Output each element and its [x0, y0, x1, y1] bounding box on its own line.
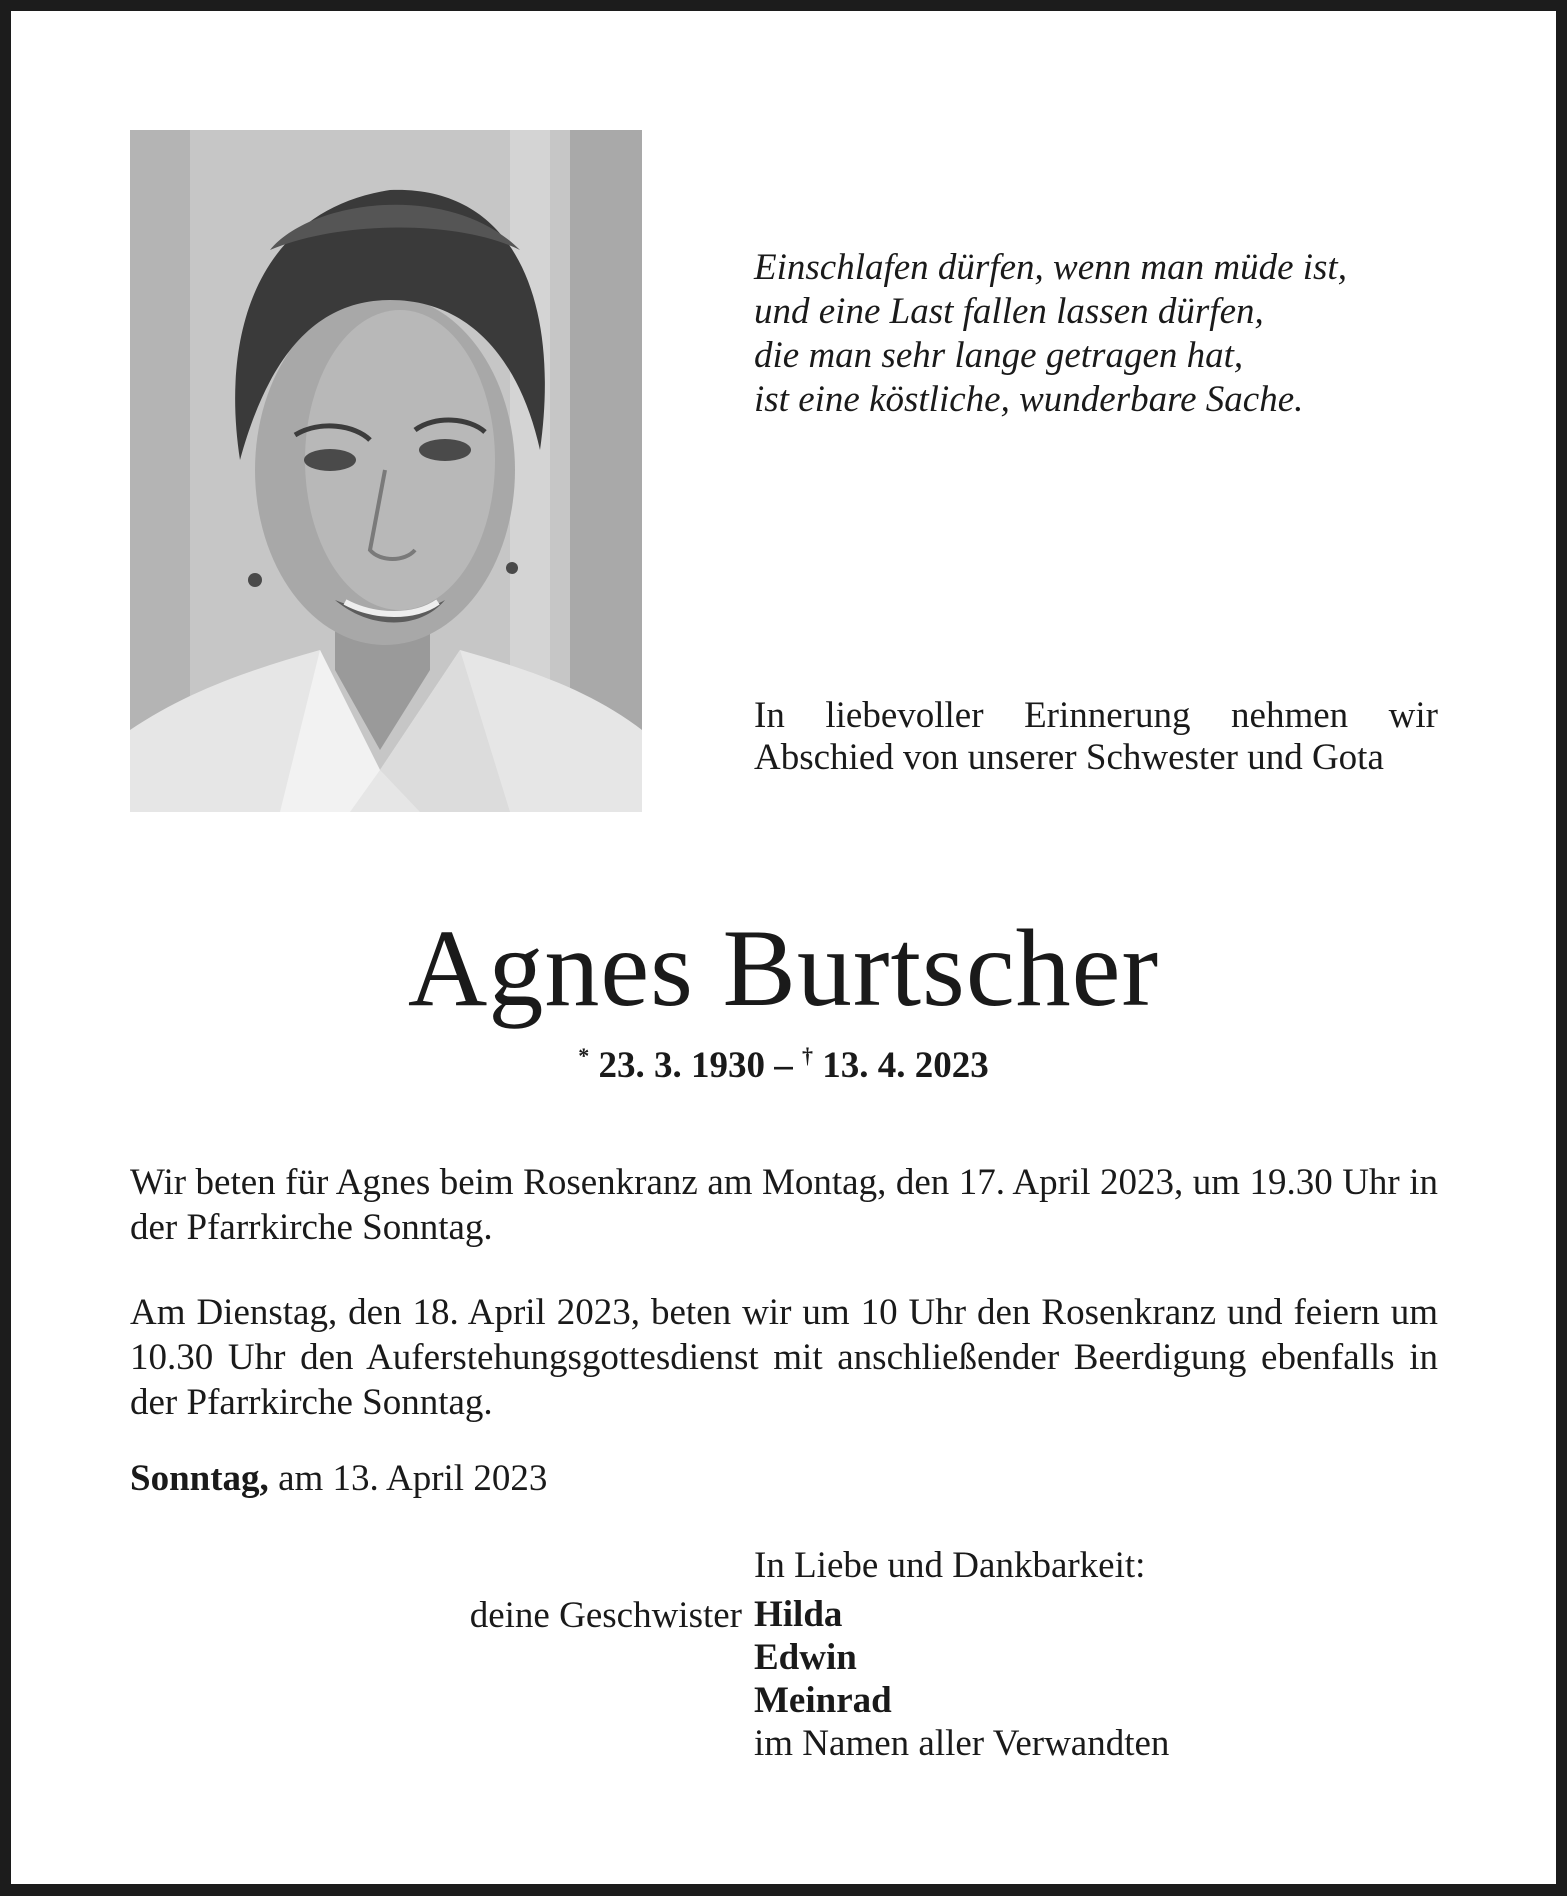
- quote-line: und eine Last fallen lassen dürfen,: [754, 291, 1264, 332]
- signer-name: Meinrad: [754, 1680, 892, 1721]
- date: am 13. April 2023: [278, 1458, 548, 1499]
- quote-line: Einschlafen dürfen, wenn man müde ist,: [754, 247, 1347, 288]
- closing-line: In Liebe und Dankbarkeit:: [754, 1545, 1146, 1586]
- memorial-quote: [754, 246, 1454, 422]
- birth-symbol: *: [578, 1043, 590, 1068]
- death-date: 13. 4. 2023: [822, 1045, 989, 1086]
- signers-list: [754, 1593, 1169, 1765]
- deceased-name: Agnes Burtscher: [407, 907, 1160, 1029]
- date-separator: –: [774, 1045, 793, 1086]
- intro-text: In liebevoller Erinnerung nehmen wir Abschied von unserer Schwester und Gota: [754, 695, 1438, 778]
- signer-name: Edwin: [754, 1637, 857, 1678]
- signature-footer: im Namen aller Verwandten: [754, 1723, 1170, 1764]
- life-dates: [0, 1034, 1567, 1088]
- signer-name: Hilda: [754, 1594, 843, 1635]
- quote-line: ist eine köstliche, wunderbare Sache.: [754, 379, 1304, 420]
- place: Sonntag,: [130, 1458, 269, 1499]
- rosary-paragraph: Wir beten für Agnes beim Rosenkranz am Montag, den 17. April 2023, um 19.30 Uhr in der Pfarrkirche Sonntag.: [130, 1162, 1438, 1248]
- place-and-date: [130, 1456, 547, 1501]
- quote-line: die man sehr lange getragen hat,: [754, 335, 1244, 376]
- portrait-photo: [130, 130, 642, 812]
- death-symbol: †: [802, 1043, 813, 1068]
- birth-date: 23. 3. 1930: [598, 1045, 765, 1086]
- funeral-paragraph: Am Dienstag, den 18. April 2023, beten wir um 10 Uhr den Rosenkranz und feiern um 10.30 Uhr den Auferstehungsgottesdienst mit anschließender Beerdigung ebenfalls in der Pfarrkirche Sonntag.: [130, 1292, 1438, 1423]
- signature-label: deine Geschwister: [469, 1595, 742, 1636]
